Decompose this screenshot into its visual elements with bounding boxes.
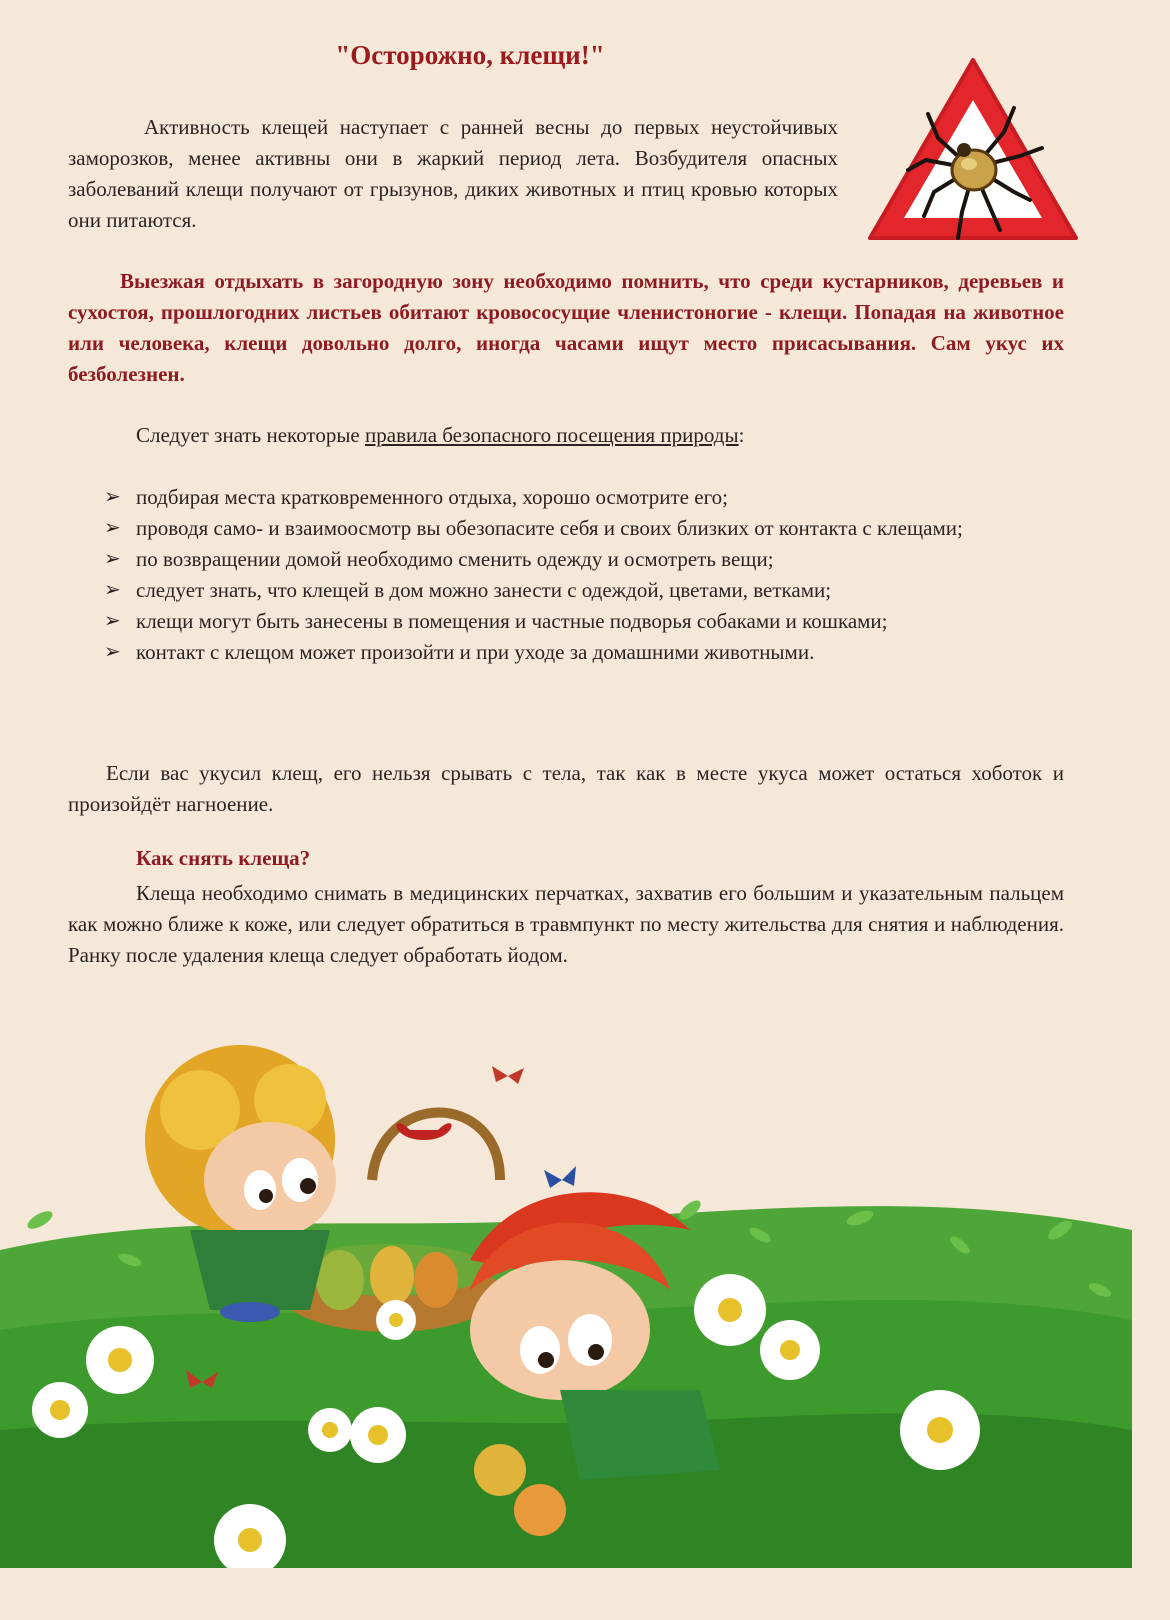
rules-intro-underlined: правила безопасного посещения природы: [365, 423, 739, 447]
arrow-bullet-icon: ➢: [104, 579, 121, 601]
rule-text: клещи могут быть занесены в помещения и частные подворья собаками и кошками;: [136, 609, 888, 633]
rule-item: [104, 637, 1064, 668]
warning-paragraph: Выезжая отдыхать в загородную зону необходимо помнить, что среди кустарников, деревьев и сухостоя, прошлогодних листьев обитают кровососущие членистоногие - клещи. Попадая на животное или человека, клещи довольно долго, иногда часами ищут место присасывания. Сам укус их безболезнен.: [68, 269, 1064, 386]
bite-note-paragraph: Если вас укусил клещ, его нельзя срывать с тела, так как в месте укуса может остаться хоботок и произойдёт нагноение.: [68, 761, 1064, 816]
tick-warning-sign-icon: [864, 52, 1082, 248]
rule-item: [104, 482, 1064, 513]
children-with-easter-basket-illustration: [0, 1030, 1132, 1568]
rule-item: [104, 575, 1064, 606]
rule-item: [104, 513, 1064, 544]
arrow-bullet-icon: ➢: [104, 610, 121, 632]
rules-intro: [136, 420, 1036, 451]
arrow-bullet-icon: ➢: [104, 486, 121, 508]
arrow-bullet-icon: ➢: [104, 548, 121, 570]
rules-intro-suffix: :: [738, 423, 745, 447]
rule-text: контакт с клещом может произойти и при уходе за домашними животными.: [136, 640, 815, 664]
intro-paragraph: Активность клещей наступает с ранней весны до первых неустойчивых заморозков, менее активны они в жаркий период лета. Возбудителя опасных заболеваний клещи получают от грызунов, диких животных и птиц кровью которых они питаются.: [68, 115, 838, 232]
rule-text: следует знать, что клещей в дом можно занести с одеждой, цветами, ветками;: [136, 578, 832, 602]
howto-heading: Как снять клеща?: [136, 846, 311, 870]
rule-item: [104, 606, 1064, 637]
arrow-bullet-icon: ➢: [104, 641, 121, 663]
arrow-bullet-icon: ➢: [104, 517, 121, 539]
rules-list: [104, 482, 1064, 668]
rule-text: по возвращении домой необходимо сменить одежду и осмотреть вещи;: [136, 547, 774, 571]
page-title: "Осторожно, клещи!": [335, 40, 605, 70]
rule-item: [104, 544, 1064, 575]
rules-intro-prefix: Следует знать некоторые: [136, 423, 366, 447]
rule-text: подбирая места кратковременного отдыха, хорошо осмотрите его;: [136, 485, 728, 509]
rule-text: проводя само- и взаимоосмотр вы обезопасите себя и своих близких от контакта с клещами;: [136, 516, 963, 540]
howto-paragraph: Клеща необходимо снимать в медицинских перчатках, захватив его большим и указательным пальцем как можно ближе к коже, или следует обратиться в травмпункт по месту жительства для снятия и наблюдения. Ранку после удаления клеща следует обработать йодом.: [68, 881, 1064, 967]
